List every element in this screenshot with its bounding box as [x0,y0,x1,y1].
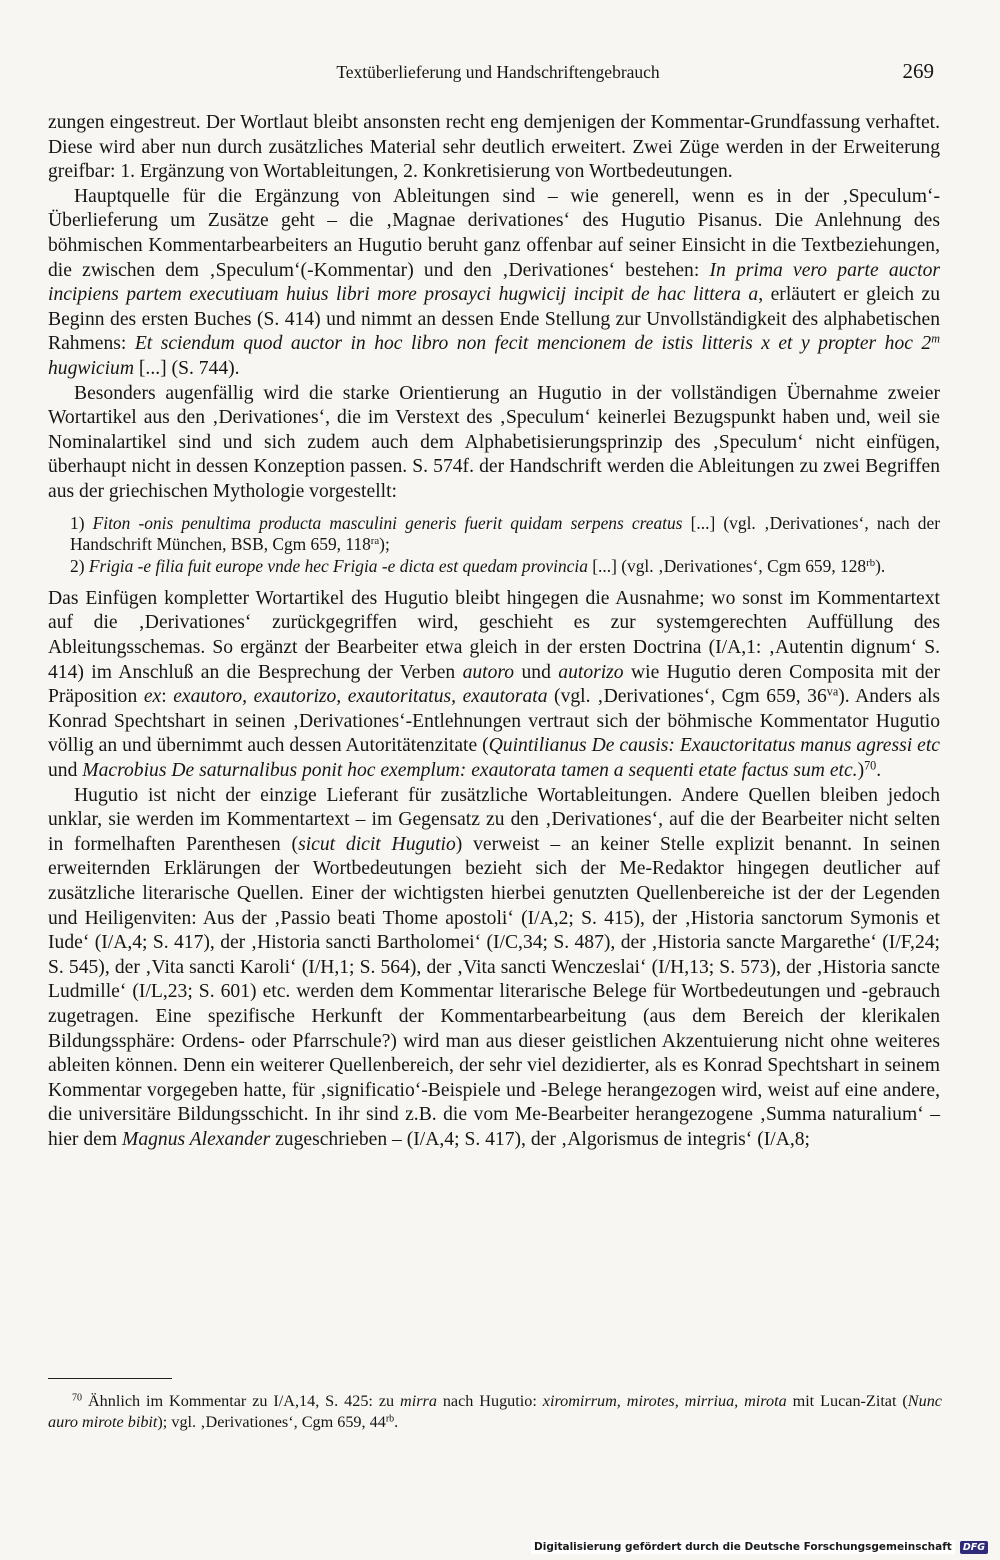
citation-item: 1) Fiton -onis penultima producta masculini generis fuerit quidam serpens creatus [...] (vgl. ‚Derivationes‘, nach der Handschrift München, BSB, Cgm 659, $118^{ra}$); [70,512,940,555]
running-head [48,59,948,86]
paragraph: Hugutio ist nicht der einzige Lieferant für zusätzliche Wortableitungen. Andere Quellen bleiben jedoch unklar, sie werden im Kommentartext – im Gegensatz zu den ‚Derivationes‘, auf die der Bearbeiter nicht selten in formelhaften Parenthesen (sicut dicit Hugutio) verweist – an keiner Stelle explizit benannt. In seinen erweiternden Erklärungen der Wortbedeutungen bezieht sich der Me-Redaktor hingegen deutlicher auf zusätzliche literarische Quellen. Einer der wichtigsten hierbei genutzten Quellenbereiche ist der der Legenden und Heiligenviten: Aus der ‚Passio beati Thome apostoli‘ (I/A,2; S. 415), der ‚Historia sanctorum Symonis et Iude‘ (I/A,4; S. 417), der ‚Historia sancti Bartholomei‘ (I/C,34; S. 487), der ‚Historia sancte Margarethe‘ (I/F,24; S. 545), der ‚Vita sancti Karoli‘ (I/H,1; S. 564), der ‚Vita sancti Wenczeslai‘ (I/H,13; S. 573), der ‚Historia sancte Ludmille‘ (I/L,23; S. 601) etc. werden dem Kommentar literarische Belege für Wortbedeutungen und -gebrauch zugetragen. Eine spezifische Herkunft der Kommentarbearbeitung (aus dem Bereich der klerikalen Bildungssphäre: Ordens- oder Pfarrschule?) wird man aus dieser geistlichen Akzentuierung nicht ohne weiteres ableiten können. Denn ein weiterer Quellenbereich, der sehr viel dezidierter, als es Konrad Spechtshart in seinem Kommentar vorgegeben hatte, für ‚significatio‘-Beispiele und -Belege herangezogen wird, weist auf eine andere, die universitäre Bildungsschicht. In ihr sind z.B. die vom Me-Bearbeiter herangezogene ‚Summa naturalium‘ – hier dem Magnus Alexander zugeschrieben – (I/A,4; S. 417), der ‚Algorismus de integris‘ (I/A,8; [48,784,940,1150]
footnote-text: mit Lucan-Zitat ( [786,1392,908,1410]
footnote-italic: mirra [400,1392,437,1410]
paragraph: Hauptquelle für die Ergänzung von Ableitungen sind – wie generell, wenn es in der ‚Speculum‘-Überlieferung um Zusätze geht – die ‚Magnae derivationes‘ des Hugutio Pisanus. Die Anlehnung des böhmischen Kommentarbearbeiters an Hugutio beruht ganz offenbar auf seiner Einsicht in die Textbeziehungen, die zwischen dem ‚Speculum‘(-Kommentar) und den ‚Derivationes‘ bestehen: In prima vero parte auctor incipiens partem executiuam huius libri more prosayci hugwicij incipit de hac littera a, erläutert er gleich zu Beginn des ersten Buches (S. 414) und nimmt an dessen Ende Stellung zur Unvollständigkeit des alphabetischen Rahmens: Et sciendum quod auctor in hoc libro non fecit mencionem de istis litteris x et y propter hoc 2$^m$ hugwicium [...] (S. 744). [48,185,941,379]
footnote-text: nach Hugutio: [436,1392,543,1410]
footnote-marker: 70 [72,1392,83,1404]
citation-item: 2) Frigia -e filia fuit europe vnde hec Frigia -e dicta est quedam provincia [...] (vgl. ‚Derivationes‘, Cgm 659, $128^{rb}$). [70,556,886,577]
paragraph: zungen eingestreut. Der Wortlaut bleibt ansonsten recht eng demjenigen der Kommentar-Grundfassung verhaftet. Diese wird aber nun durch zusätzliches Material sehr deutlich erweitert. Zwei Züge werden in der Erweiterung greifbar: 1. Ergänzung von Wortableitungen, 2. Konkretisierung von Wortbedeutungen. [48,112,940,183]
page-number: 269 [902,59,934,83]
footnote [48,1391,942,1432]
paragraph: Besonders augenfällig wird die starke Orientierung an Hugutio in der vollständigen Übernahme zweier Wortartikel aus den ‚Derivationes‘, die im Verstext des ‚Speculum‘ keinerlei Bezugspunkt haben und, weil sie Nominalartikel sind und sich zudem auch dem Alphabetisierungsprinzip des ‚Speculum‘ nicht einfügen, überhaupt nicht in dessen Konzeption passen. S. 574f. der Handschrift werden die Ableitungen zu zwei Begriffen aus der griechischen Mythologie vorgestellt: [48,382,940,502]
footnote-text: Ähnlich im Kommentar zu I/A,14, S. 425: zu [82,1392,401,1410]
dfg-logo-icon: DFG [960,1541,988,1554]
footnote-text: . [394,1412,399,1431]
body-text [48,111,940,1153]
funding-notice [531,1540,988,1554]
footnote-italic: Nunc auro mirote bibit [48,1392,942,1431]
running-title: Textüberlieferung und Handschriftengebrauch [336,62,660,82]
footnote-italic: xiromirrum, mirotes, mirriua, mirota [542,1392,787,1410]
footnote-sup: rb [385,1412,395,1424]
footnote-divider [48,1378,172,1379]
footnote-text: ); vgl. ‚Derivationes‘, Cgm 659, 44 [157,1412,386,1431]
citation-block [70,513,940,578]
paragraph: Das Einfügen kompletter Wortartikel des Hugutio bleibt hingegen die Ausnahme; wo sonst im Kommentartext auf die ‚Derivationes‘ zurückgegriffen wird, geschieht es zur systemgerechten Auffüllung des Ableitungsschemas. So ergänzt der Bearbeiter etwa gleich in der ersten Doctrina (I/A,1: ‚Autentin dignum‘ S. 414) im Anschluß an die Besprechung der Verben autoro und autorizo wie Hugutio deren Composita mit der Präposition ex: exautoro, exautorizo, exautoritatus, exautorata (vgl. ‚Derivationes‘, Cgm 659, $36^{va}$). Anders als Konrad Spechtshart in seinen ‚Derivationes‘-Entlehnungen vertraut sich der böhmische Kommentator Hugutio völlig an und übernimmt auch dessen Autoritätenzitate (Quintilianus De causis: Exauctoritatus manus agressi etc und Macrobius De saturnalibus ponit hoc exemplum: exautorata tamen a sequenti etate factus sum etc.)$^{70}$. [48,587,941,782]
funding-text: Digitalisierung gefördert durch die Deutsche Forschungsgemeinschaft [531,1540,955,1554]
